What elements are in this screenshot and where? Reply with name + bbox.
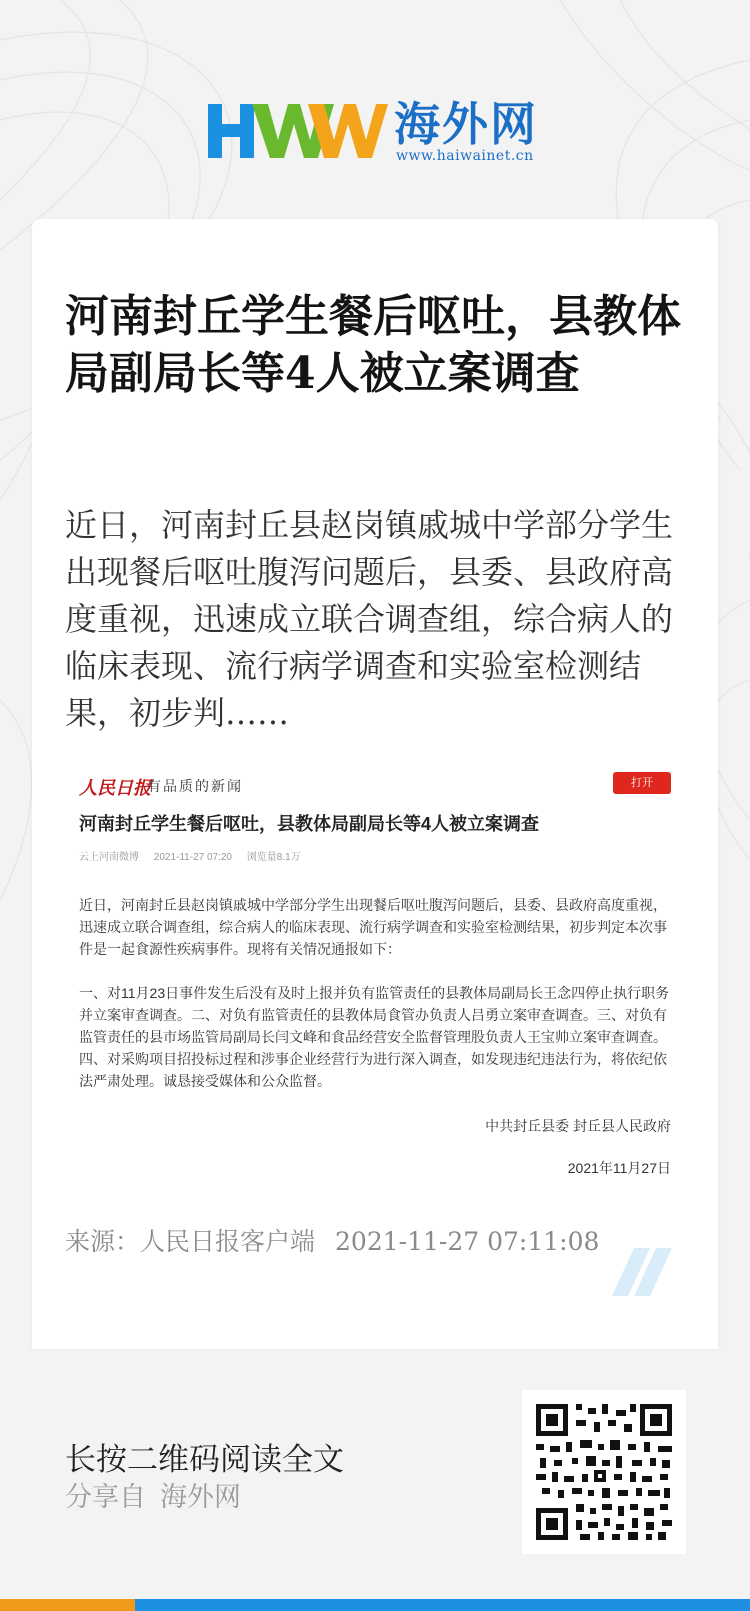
- people-daily-logo: 人民日报: [79, 778, 151, 799]
- source-label: 来源：人民日报客户端: [65, 1227, 316, 1256]
- hww-logo-icon: [208, 100, 388, 164]
- bottom-accent-bar: [0, 1599, 750, 1611]
- qr-cta: 长按二维码阅读全文: [65, 1442, 344, 1478]
- screenshot-paragraph-2: 一、对11月23日事件发生后没有及时上报并负有监管责任的县教体局副局长王念四停止执行职务并立案审查调查。二、对负有监管责任的县教体局食管办负责人吕勇立案审查调查。三、对负有监管责任的县市场监管局副局长闫文峰和食品经营安全监督管理股负责人王宝帅立案审查调查。四、对采购项目招投标过程和涉事企业经营行为进行深入调查，如发现违纪违法行为，将依纪依法严肃处理。诚恳接受媒体和公众监督。: [79, 985, 670, 1089]
- share-site: 海外网: [160, 1482, 241, 1513]
- share-info: [65, 1475, 255, 1514]
- meta-author: 云上河南微博: [79, 852, 139, 863]
- screenshot-title: 河南封丘学生餐后呕吐，县教体局副局长等4人被立案调查: [79, 814, 540, 834]
- meta-time: 2021-11-27 07:20: [153, 852, 232, 863]
- screenshot-signature: 中共封丘县委 封丘县人民政府: [485, 1118, 671, 1134]
- site-logo: [208, 97, 548, 170]
- source-datetime: 2021-11-27 07:11:08: [335, 1227, 600, 1256]
- share-label: 分享自: [65, 1482, 146, 1513]
- article-screenshot: [65, 760, 695, 1200]
- meta-views: 浏览量8.1万: [246, 852, 301, 863]
- screenshot-meta: [79, 848, 313, 863]
- article-source: [65, 1222, 619, 1258]
- open-app-button[interactable]: 打开: [613, 772, 671, 794]
- brand-slogan: 有品质的新闻: [147, 779, 243, 795]
- article-summary: 近日，河南封丘县赵岗镇戚城中学部分学生出现餐后呕吐腹泻问题后，县委、县政府高度重视，迅速成立联合调查组，综合病人的临床表现、流行病学调查和实验室检测结果，初步判……: [65, 506, 674, 732]
- screenshot-date: 2021年11月27日: [567, 1160, 671, 1176]
- logo-name: 海外网: [394, 97, 538, 151]
- qr-code-icon: [536, 1404, 672, 1540]
- qr-code[interactable]: [522, 1390, 686, 1554]
- logo-url: www.haiwainet.cn: [396, 148, 534, 164]
- screenshot-paragraph-1: 近日，河南封丘县赵岗镇戚城中学部分学生出现餐后呕吐腹泻问题后，县委、县政府高度重视，迅速成立联合调查组，综合病人的临床表现、流行病学调查和实验室检测结果，初步判定本次事件是一起食源性疾病事件。现将有关情况通报如下：: [79, 897, 667, 957]
- slash-decoration-icon: [612, 1248, 672, 1296]
- article-title: 河南封丘学生餐后呕吐，县教体局副局长等4人被立案调查: [65, 291, 681, 399]
